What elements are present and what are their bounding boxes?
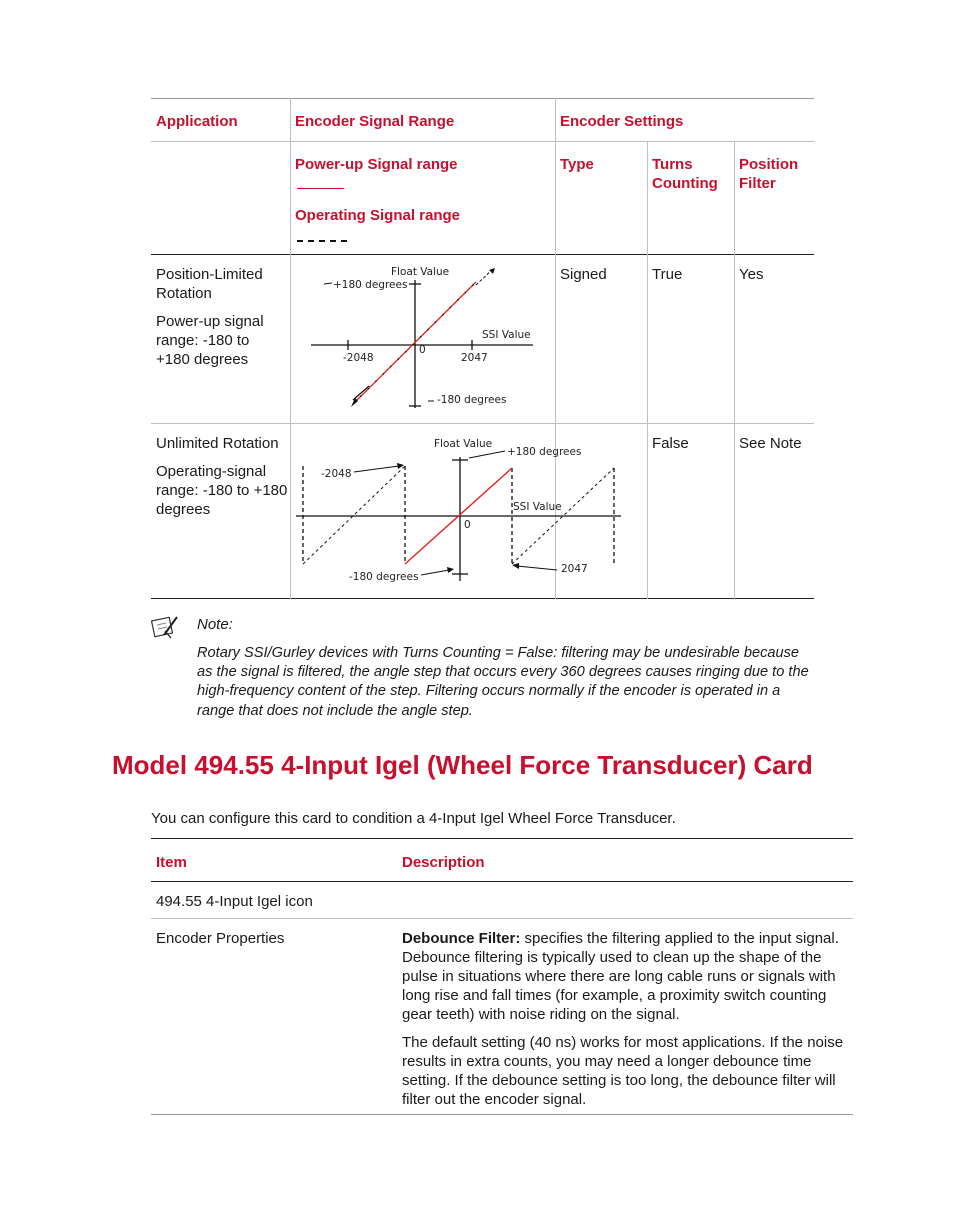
row2-filter: See Note: [739, 435, 802, 452]
row-item-icon: 494.55 4-Input Igel icon: [156, 893, 313, 910]
operating-line-legend: [297, 240, 347, 242]
header-type: Type: [560, 156, 594, 173]
row1-app-title: Position-Limited Rotation: [156, 266, 263, 302]
float-value-label-2: Float Value: [434, 438, 493, 450]
table-divider: [734, 141, 735, 599]
position-limited-diagram: [291, 255, 555, 423]
note-icon: [151, 615, 179, 639]
header-signal-range: Encoder Signal Range: [295, 113, 455, 130]
ssi-value-label-2: SSI Value: [513, 501, 562, 513]
pos2047-label: 2047: [461, 352, 488, 364]
table-rule: [151, 838, 853, 839]
header-encoder-settings: Encoder Settings: [560, 113, 684, 130]
zero-label: 0: [419, 344, 426, 356]
header-operating-range: Operating Signal range: [295, 207, 461, 224]
plus180-label-2: +180 degrees: [507, 446, 582, 458]
debounce-term: Debounce Filter:: [402, 930, 521, 947]
header-description: Description: [402, 854, 485, 871]
ssi-value-label: SSI Value: [482, 329, 531, 341]
row1-type: Signed: [560, 266, 607, 283]
header-item: Item: [156, 854, 187, 871]
encoder-table: [151, 98, 814, 599]
row2-application: [156, 434, 288, 519]
row1-filter: Yes: [739, 266, 764, 283]
debounce-text: specifies the filtering applied to the input signal. Debounce filtering is typically used to clean up the shape of the pulse in situations where there are long cable runs or signals with long rise and fall times (for example, a proximity switch counting gear teeth) with noise riding on the signal.: [402, 930, 839, 1023]
table-rule: [151, 918, 853, 919]
header-position-filter: Position Filter: [739, 156, 799, 192]
powerup-line-legend: [297, 188, 344, 189]
row1-turns: True: [652, 266, 683, 283]
section-intro: You can configure this card to condition a 4-Input Igel Wheel Force Transducer.: [151, 810, 676, 827]
minus180-label: -180 degrees: [437, 394, 507, 406]
pos2047-label-2: 2047: [561, 563, 588, 575]
table-rule: [151, 598, 814, 599]
row2-turns: False: [652, 435, 689, 452]
table-rule: [151, 141, 814, 142]
header-turns-counting: Turns Counting: [652, 156, 718, 192]
float-value-label: Float Value: [391, 266, 450, 278]
unlimited-rotation-diagram: [291, 424, 631, 598]
header-application: Application: [156, 113, 238, 130]
note-label: Note:: [197, 616, 233, 633]
row1-app-desc: Power-up signal range: -180 to +180 degrees: [156, 313, 264, 368]
minus180-label-2: -180 degrees: [349, 571, 419, 583]
zero-label-2: 0: [464, 519, 471, 531]
note-text: Rotary SSI/Gurley devices with Turns Counting = False: filtering may be undesirable because as the signal is filtered, the angle step that occurs every 360 degrees causes ringing due to the high-frequency content of the step. Filtering occurs normally if the encoder is operated in a range that does not include the angle step.: [197, 645, 809, 719]
neg2048-label-2: -2048: [321, 468, 352, 480]
row1-application: [156, 265, 284, 369]
table-rule: [151, 881, 853, 882]
row2-app-title: Unlimited Rotation: [156, 435, 279, 452]
default-setting-paragraph: The default setting (40 ns) works for most applications. If the noise results in extra counts, you may need a longer debounce time setting. If the debounce setting is too long, the debounce filter will filter out the encoder signal.: [402, 1034, 844, 1108]
item-table: [151, 838, 853, 1118]
debounce-paragraph: [402, 929, 852, 1024]
table-rule: [151, 98, 814, 99]
plus180-label: +180 degrees: [333, 279, 408, 291]
row-encoder-description: [402, 929, 852, 1118]
row2-app-desc: Operating-signal range: -180 to +180 degrees: [156, 463, 288, 518]
neg2048-label: -2048: [343, 352, 374, 364]
table-divider: [647, 141, 648, 599]
row-item-encoder: Encoder Properties: [156, 930, 285, 947]
section-title: Model 494.55 4-Input Igel (Wheel Force Transducer) Card: [112, 750, 813, 780]
header-powerup-range: Power-up Signal range: [295, 156, 458, 173]
